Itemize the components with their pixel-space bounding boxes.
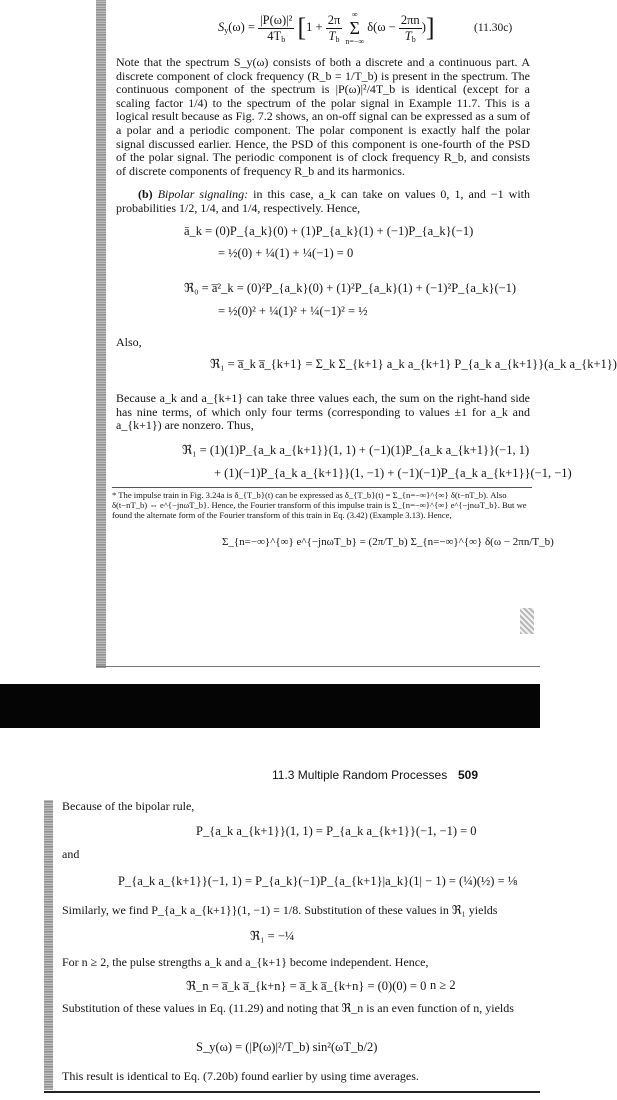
equation-r0-2: = ½(0)² + ¼(1)² + ¼(−1)² = ½ bbox=[218, 304, 368, 318]
equation-11-30c: $S_y(\omega)$ = $\frac{\text{|P(ω)|²}}{4T_b}$ [1 + $\frac{2\pi}{T_b}$ ∞ Σ n=−∞ δ(ω − $\frac{2\pi n}{T_b}$ )] bbox=[218, 10, 435, 46]
equation-prob-eighth: P_{a_k a_{k+1}}(−1, 1) = P_{a_k}(−1)P_{a_{k+1}|a_k}(1| − 1) = (¼)(½) = ⅛ bbox=[118, 874, 518, 888]
equation-rn-condition: n ≥ 2 bbox=[430, 978, 456, 992]
binding-gutter bbox=[44, 800, 53, 1090]
footnote-rule bbox=[112, 487, 532, 488]
bottom-page bbox=[0, 728, 540, 1100]
page-bottom-rule bbox=[44, 1091, 540, 1093]
text-similarly: Similarly, we find P_{a_k a_{k+1}}(1, −1) = 1/8. Substitution of these values in ℜ₁ yields bbox=[62, 903, 498, 917]
equation-mean-1: ā_k = (0)P_{a_k}(0) + (1)P_{a_k}(1) + (−1)P_{a_k}(−1) bbox=[184, 224, 474, 238]
equation-label: (11.30c) bbox=[474, 22, 513, 34]
equation-r1-expand-2: + (1)(−1)P_{a_k a_{k+1}}(1, −1) + (−1)(−1)P_{a_k a_{k+1}}(−1, −1) bbox=[214, 466, 572, 480]
text-independent: For n ≥ 2, the pulse strengths a_k and a_{k+1} become independent. Hence, bbox=[62, 955, 429, 969]
text-and: and bbox=[62, 847, 80, 861]
equation-r1-expand-1: ℜ₁ = (1)(1)P_{a_k a_{k+1}}(1, 1) + (−1)(1)P_{a_k a_{k+1}}(−1, 1) bbox=[182, 443, 530, 457]
page-number: 509 bbox=[458, 768, 479, 782]
running-header: 11.3 Multiple Random Processes bbox=[272, 768, 448, 782]
page-separator bbox=[0, 684, 540, 728]
scan-speck bbox=[520, 608, 534, 634]
footnote-equation: Σ_{n=−∞}^{∞} e^{−jnωT_b} = (2π/T_b) Σ_{n=−∞}^{∞} δ(ω − 2πn/T_b) bbox=[222, 536, 554, 548]
text-bipolar-rule: Because of the bipolar rule, bbox=[62, 799, 195, 813]
paragraph-bipolar: (b) Bipolar signaling: in this case, a_k can take on values 0, 1, and −1 with probabilities 1/2, 1/4, and 1/4, respectively. Hence, bbox=[116, 187, 531, 215]
equation-prob-zero: P_{a_k a_{k+1}}(1, 1) = P_{a_k a_{k+1}}(−1, −1) = 0 bbox=[196, 824, 477, 838]
text-also: Also, bbox=[116, 335, 142, 349]
equation-r1-sum: ℜ₁ = a̅_k a̅_{k+1} = Σ_k Σ_{k+1} a_k a_{k+1} P_{a_k a_{k+1}}(a_k a_{k+1}) bbox=[210, 357, 617, 371]
binding-gutter bbox=[96, 0, 106, 668]
equation-rn-zero: ℜ_n = a̅_k a̅_{k+n} = a̅_k a̅_{k+n} = (0)(0) = 0 bbox=[186, 979, 427, 993]
paragraph-nine-terms: Because a_k and a_{k+1} can take three values each, the sum on the right-hand side has nine terms, of which only four terms (corresponding to values ±1 for a_k and a_{k+1}) are nonzero. Thus, bbox=[116, 391, 530, 433]
equation-r1-value: ℜ₁ = −¼ bbox=[250, 929, 295, 943]
text-substitution: Substitution of these values in Eq. (11.29) and noting that ℜ_n is an even function of n, yields bbox=[62, 1001, 514, 1015]
footnote: * The impulse train in Fig. 3.24a is δ_{T_b}(t) can be expressed as δ_{T_b}(t) = Σ_{n=−∞}^{∞} δ(t−nT_b). Also δ(t−nT_b) ⇔ e^{−jnωT_b}. Hence, the Fourier transform of this impulse train is Σ_{n=−∞}^{∞} e^{−jnωT_b}. But we found the alternate form of the Fourier transform of this train in Eq. (3.42) (Example 3.13). Hence, bbox=[112, 490, 527, 520]
equation-psd-bipolar: S_y(ω) = (|P(ω)|²/T_b) sin²(ωT_b/2) bbox=[196, 1040, 378, 1054]
paragraph-spectrum: Note that the spectrum S_y(ω) consists of both a discrete and a continuous part. A discrete component of clock frequency (R_b = 1/T_b) is present in the spectrum. The continuous component of the spectrum is |P(ω)|²/4T_b is identical (except for a scaling factor 1/4) to the spectrum of the polar signal in Example 11.7. This is a logical result because as Fig. 7.2 shows, an on-off signal can be expressed as a sum of a polar and a periodic component. The polar component is exactly half the polar signal discussed earlier. Hence, the PSD of this component is one-fourth of the PSD of the polar signal. The periodic component is of clock frequency R_b, and consists of discrete components of frequency R_b and its harmonics. bbox=[116, 55, 530, 178]
text-conclusion: This result is identical to Eq. (7.20b) found earlier by using time averages. bbox=[62, 1069, 419, 1083]
page-bottom-rule bbox=[96, 666, 540, 667]
equation-mean-2: = ½(0) + ¼(1) + ¼(−1) = 0 bbox=[218, 246, 354, 260]
equation-r0-1: ℜ₀ = a̅²_k = (0)²P_{a_k}(0) + (1)²P_{a_k}(1) + (−1)²P_{a_k}(−1) bbox=[184, 281, 517, 295]
